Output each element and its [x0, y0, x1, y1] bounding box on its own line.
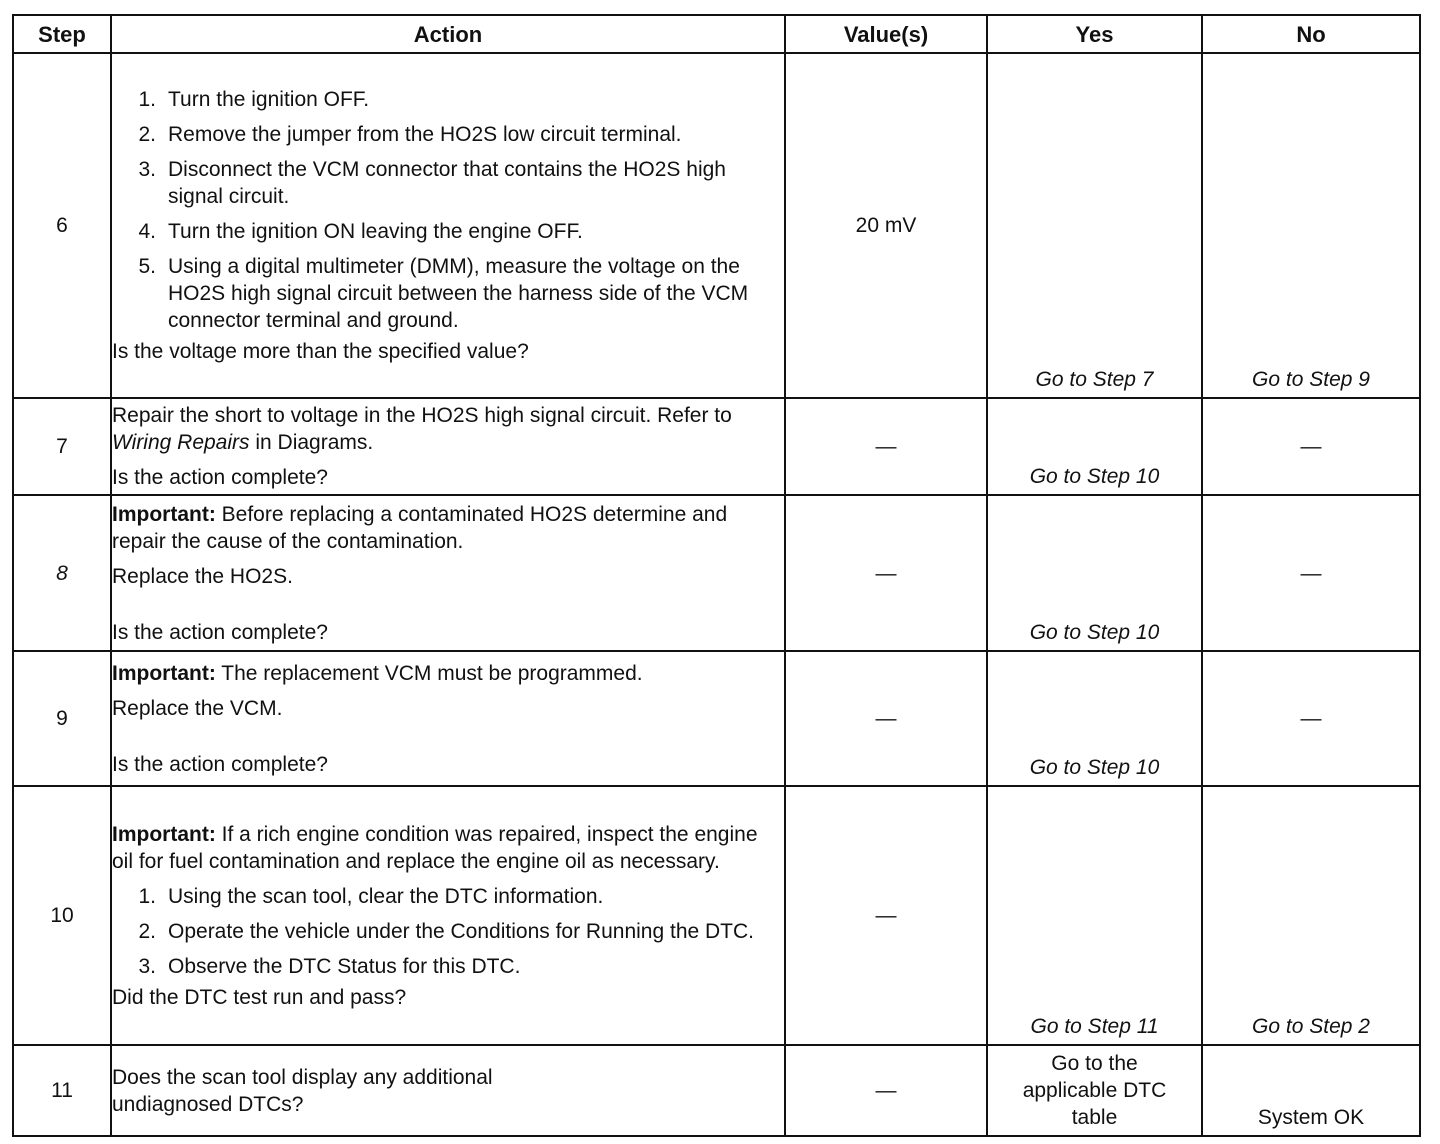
- header-yes: Yes: [987, 15, 1202, 53]
- step-number: 6: [13, 53, 111, 398]
- no-cell: [1202, 786, 1420, 1045]
- no-cell: —: [1202, 398, 1420, 495]
- action-cell: [111, 495, 785, 651]
- question: Is the action complete?: [112, 466, 328, 489]
- no-cell: [1202, 53, 1420, 398]
- question: Did the DTC test run and pass?: [112, 985, 407, 1009]
- substep: 1. Using the scan tool, clear the DTC information.: [138, 884, 604, 908]
- action-cell: [111, 786, 785, 1045]
- table-row-step-7: [13, 398, 1420, 495]
- substep-list: [112, 883, 784, 980]
- no-cell: —: [1202, 495, 1420, 651]
- substep: 5. Using a digital multimeter (DMM), measure the voltage on the HO2S high signal circuit between the harness side of the VCM connector terminal and ground.: [138, 255, 749, 332]
- header-no: No: [1202, 15, 1420, 53]
- substep: 3. Disconnect the VCM connector that contains the HO2S high signal circuit.: [138, 158, 726, 208]
- yes-goto: Go to Step 7: [1035, 368, 1154, 391]
- value-cell: —: [785, 786, 987, 1045]
- substep: 2. Operate the vehicle under the Conditions for Running the DTC.: [138, 919, 755, 943]
- important-note: Important: The replacement VCM must be programmed.: [112, 661, 643, 685]
- step-number: 9: [13, 651, 111, 786]
- table-row-step-9: [13, 651, 1420, 786]
- step-number: 7: [13, 398, 111, 495]
- action-text: Repair the short to voltage in the HO2S high signal circuit. Refer to Wiring Repairs in Diagrams.: [112, 404, 732, 454]
- question: Is the action complete?: [112, 752, 328, 776]
- yes-goto: Go to the applicable DTC table: [1022, 1052, 1167, 1129]
- yes-goto: Go to Step 10: [1029, 621, 1160, 644]
- action-cell: [111, 398, 785, 495]
- no-cell: —: [1202, 651, 1420, 786]
- no-goto: Go to Step 9: [1252, 368, 1370, 391]
- action-text: Replace the VCM.: [112, 696, 283, 720]
- important-note: Important: Before replacing a contaminated HO2S determine and repair the cause of the contamination.: [112, 502, 728, 553]
- important-note: Important: If a rich engine condition was repaired, inspect the engine oil for fuel contamination and replace the engine oil as necessary.: [112, 822, 758, 873]
- action-cell: [111, 1045, 785, 1136]
- yes-cell: [987, 495, 1202, 651]
- value-cell: —: [785, 495, 987, 651]
- value-cell: —: [785, 1045, 987, 1136]
- header-row: [13, 15, 1420, 53]
- header-action: Action: [111, 15, 785, 53]
- value-cell: 20 mV: [785, 53, 987, 398]
- substep: 3. Observe the DTC Status for this DTC.: [138, 954, 521, 978]
- value-cell: —: [785, 651, 987, 786]
- substep-list: [112, 86, 784, 334]
- yes-cell: [987, 786, 1202, 1045]
- no-goto: Go to Step 2: [1252, 1015, 1370, 1038]
- substep: 2. Remove the jumper from the HO2S low circuit terminal.: [138, 123, 682, 146]
- yes-cell: [987, 651, 1202, 786]
- question: Is the voltage more than the specified value?: [112, 340, 529, 363]
- yes-cell: [987, 53, 1202, 398]
- step-number: 11: [13, 1045, 111, 1136]
- question: Is the action complete?: [112, 620, 328, 644]
- value-cell: —: [785, 398, 987, 495]
- table-row-step-6: [13, 53, 1420, 398]
- action-cell: [111, 651, 785, 786]
- step-number: 8: [13, 495, 111, 651]
- yes-goto: Go to Step 10: [1029, 465, 1160, 488]
- header-step: Step: [13, 15, 111, 53]
- header-value: Value(s): [785, 15, 987, 53]
- yes-goto: Go to Step 11: [1030, 1015, 1159, 1038]
- table-row-step-10: [13, 786, 1420, 1045]
- wiring-repairs-reference: Wiring Repairs: [112, 431, 250, 454]
- step-number: 10: [13, 786, 111, 1045]
- yes-cell: [987, 398, 1202, 495]
- table-row-step-11: [13, 1045, 1420, 1136]
- diagnostic-table: [12, 14, 1421, 1137]
- table-row-step-8: [13, 495, 1420, 651]
- question: Does the scan tool display any additional undiagnosed DTCs?: [112, 1065, 493, 1116]
- action-cell: [111, 53, 785, 398]
- yes-goto: Go to Step 10: [1029, 756, 1160, 779]
- no-result: System OK: [1257, 1106, 1365, 1129]
- yes-cell: [987, 1045, 1202, 1136]
- substep: 4. Turn the ignition ON leaving the engine OFF.: [138, 220, 583, 243]
- no-cell: [1202, 1045, 1420, 1136]
- substep: 1. Turn the ignition OFF.: [138, 88, 370, 111]
- action-text: Replace the HO2S.: [112, 564, 293, 588]
